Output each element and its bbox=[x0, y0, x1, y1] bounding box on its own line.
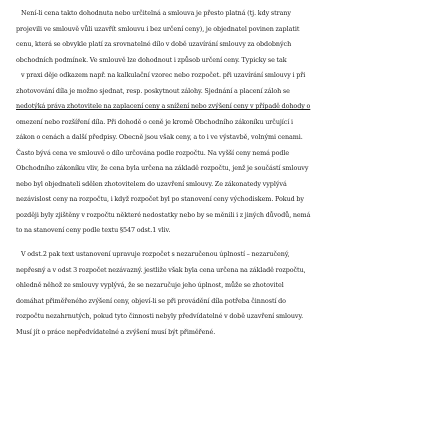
text-line bbox=[16, 99, 420, 115]
text-line: nezávislost ceny na rozpočtu, i když rozpočet byl po stanovení ceny východiskem. Pokud by bbox=[16, 195, 304, 203]
text-line: zhotovování díla je možno sjednat, resp. poskytnout zálohy. Sjednání a placení záloh se bbox=[16, 86, 290, 95]
text-line: domáhat přiměřeného zvýšení ceny, objeví-li se při provádění díla potřeba činností do bbox=[16, 296, 286, 305]
text-line: V odst.2 pak text ustanovení upravuje rozpočet s nezaručenou úplností – nezaručený, bbox=[21, 250, 290, 258]
text-line: v praxi děje odkazem např. na kalkulační vzorec nebo rozpočet. při uzavírání smlouvy i při bbox=[21, 71, 306, 79]
text-line: později byly zjištěny v rozpočtu některé nedostatky nebo by se měnili i z jiných důvodů, nemá bbox=[16, 210, 311, 219]
paragraph-1 bbox=[16, 6, 420, 239]
text-line: nebo byl objednateli sdělen zhotovitelem do uzavření smlouvy. Ze zákonatedy vyplývá bbox=[16, 179, 287, 188]
text-line: projevili ve smlouvě vůli uzavřít smlouvu i bez určení ceny), je objednatel povinen zaplatit bbox=[16, 24, 300, 33]
text-line: ohledně něhož ze smlouvy vyplývá, že se nezaručuje jeho úplnost, může se zhotovitel bbox=[16, 281, 284, 289]
text-line: Musí jít o práce nepředvídatelné a zvýšení musí být přiměřené. bbox=[16, 327, 216, 336]
text-line: cenu, která se obvykle platí za srovnatelné dílo v době uzavírání smlouvy za obdobných bbox=[16, 40, 292, 48]
underlined-text: nedotýká práva zhotovitele na zaplacení ceny a snížení nebo zvýšení ceny v případě dohody o bbox=[16, 102, 311, 110]
text-line: Obchodního zákoníku vliv, že cena byla určena na základě rozpočtu, jenž je součástí smlouvy bbox=[16, 164, 309, 172]
text-line: zákon o cenách a další předpisy. Obecně jsou však ceny, a to i ve výstavbě, volnými cenami. bbox=[16, 133, 303, 141]
text-line: rozpočtu nezahrnutých, pokud tyto činnosti nebyly předvídatelné v době uzavření smlouvy. bbox=[16, 312, 304, 320]
text-line: Často bývá cena ve smlouvě o dílo určována podle rozpočtu. Na vyšší ceny nemá podle bbox=[16, 148, 290, 157]
text-line: omezení nebo rozšíření díla. Při dohodě o ceně je kromě Obchodního zákoníku určující i bbox=[16, 117, 294, 126]
text-line: Není-li cena takto dohodnuta nebo určitelná a smlouva je přesto platná (tj. kdy strany bbox=[21, 9, 291, 17]
text-line: to na stanovení ceny podle textu §547 odst.1 vliv. bbox=[16, 226, 171, 234]
text-line: nepřesný a v odst 3 rozpočet nezávazný. jestliže však byla cena určena na základě rozpočtu, bbox=[16, 265, 306, 274]
paragraph-2 bbox=[16, 247, 420, 340]
text-line: obchodních podmínek. Ve smlouvě lze dohodnout i způsob určení ceny. Typicky se tak bbox=[16, 55, 287, 64]
